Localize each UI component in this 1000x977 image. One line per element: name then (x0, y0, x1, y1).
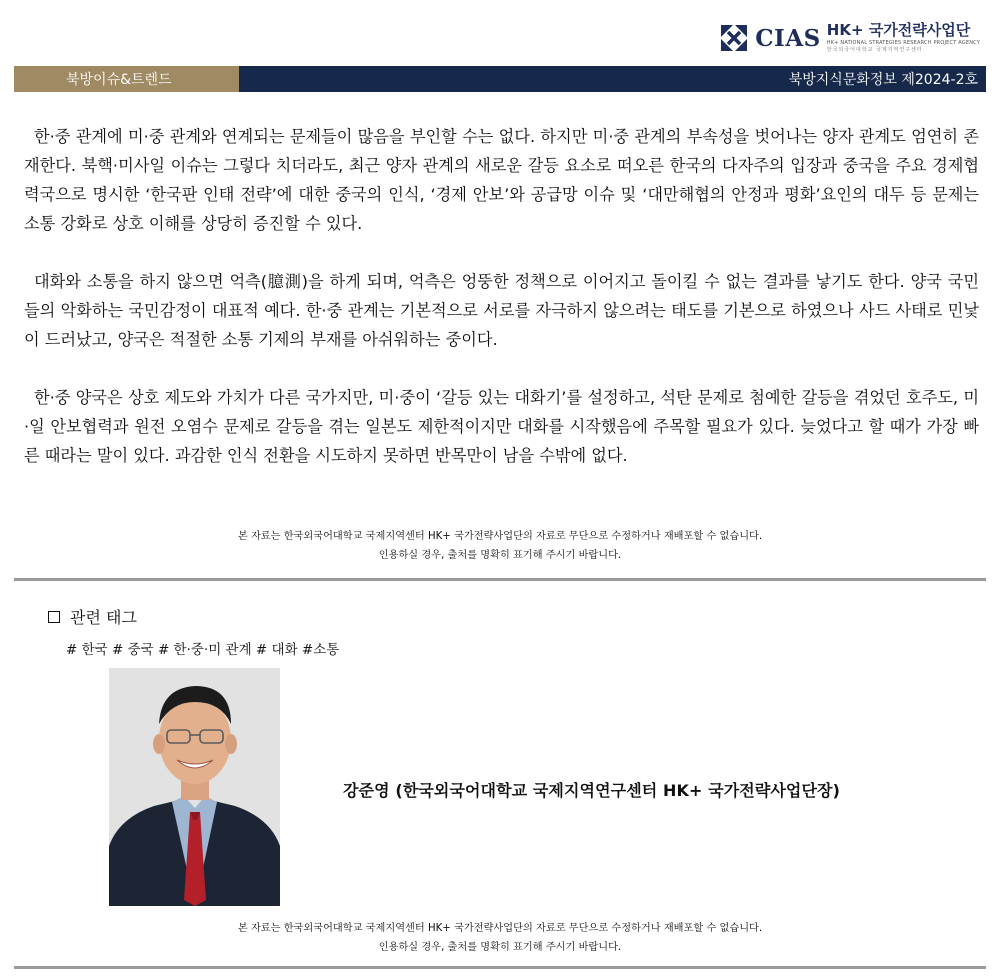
author-photo (109, 668, 280, 906)
header-issue-number: 북방지식문화정보 제2024-2호 (239, 66, 986, 92)
logo-cias-text: CIAS (755, 24, 821, 52)
header-bar (14, 66, 986, 92)
notice-line-2: 인용하실 경우, 출처를 명확히 표기해 주시기 바랍니다. (378, 550, 622, 561)
notice-line-2-bottom: 인용하실 경우, 출처를 명확히 표기해 주시기 바랍니다. (378, 942, 622, 953)
tag-list: # 한국 # 중국 # 한·중·미 관계 # 대화 #소통 (66, 642, 340, 658)
notice-line-1-bottom: 본 자료는 한국외국어대학교 국제지역센터 HK+ 국가전략사업단의 자료로 무단으로 수정하거나 재배포할 수 없습니다. (237, 923, 763, 934)
tags-heading (48, 605, 137, 628)
logo-sub-en: HK+ NATIONAL STRATEGIES RESEARCH PROJECT AGENCY (826, 40, 980, 46)
article-body (24, 122, 979, 499)
paragraph-3: 한·중 양국은 상호 제도와 가치가 다른 국가지만, 미·중이 ‘갈등 있는 대화기’를 설정하고, 석탄 문제로 첨예한 갈등을 겪었던 호주도, 미·일 안보협력과 원전 오염수 문제로 갈등을 겪는 일본도 제한적이지만 대화를 시작했음에 주목할 필요가 있다. 늦었다고 할 때가 가장 빠른 때라는 말이 있다. 과감한 인식 전환을 시도하지 못하면 반목만이 남을 수밖에 없다. (24, 388, 979, 465)
divider-top (14, 578, 986, 581)
cias-emblem-icon (719, 23, 749, 53)
copyright-notice-bottom (0, 919, 1000, 957)
cias-logo (719, 18, 980, 58)
header-section-label: 북방이슈&트렌드 (14, 66, 239, 92)
author-name: 강준영 (한국외국어대학교 국제지역연구센터 HK+ 국가전략사업단장) (343, 781, 841, 800)
paragraph-2: 대화와 소통을 하지 않으면 억측(臆測)을 하게 되며, 억측은 엉뚱한 정책으로 이어지고 돌이킬 수 없는 결과를 낳기도 한다. 양국 국민들의 악화하는 국민감정이 대표적 예다. 한·중 관계는 기본적으로 서로를 자극하지 않으려는 태도를 기본으로 하였으나 사드 사태로 민낯이 드러났고, 양국은 적절한 소통 기제의 부재를 아쉬워하는 중이다. (24, 272, 979, 349)
copyright-notice-top (0, 527, 1000, 565)
logo-hk-text: HK+ 국가전략사업단 (826, 21, 971, 39)
notice-line-1: 본 자료는 한국외국어대학교 국제지역센터 HK+ 국가전략사업단의 자료로 무단으로 수정하거나 재배포할 수 없습니다. (237, 531, 763, 542)
checkbox-square-icon (48, 611, 60, 623)
paragraph-1: 한·중 관계에 미·중 관계와 연계되는 문제들이 많음을 부인할 수는 없다. 하지만 미·중 관계의 부속성을 벗어나는 양자 관계도 엄연히 존재한다. 북핵·미사일 이슈는 그렇다 치더라도, 최근 양자 관계의 새로운 갈등 요소로 떠오른 한국의 다자주의 입장과 중국을 주요 경제협력국으로 명시한 ‘한국판 인태 전략’에 대한 중국의 인식, ‘경제 안보’와 공급망 이슈 및 ‘대만해협의 안정과 평화’요인의 대두 등 문제는 소통 강화로 상호 이해를 상당히 증진할 수 있다. (24, 127, 979, 233)
logo-sub-kr: 한국외국어대학교 국제지역연구센터 (826, 47, 923, 53)
divider-bottom (14, 966, 986, 969)
tags-title-text: 관련 태그 (70, 608, 137, 627)
